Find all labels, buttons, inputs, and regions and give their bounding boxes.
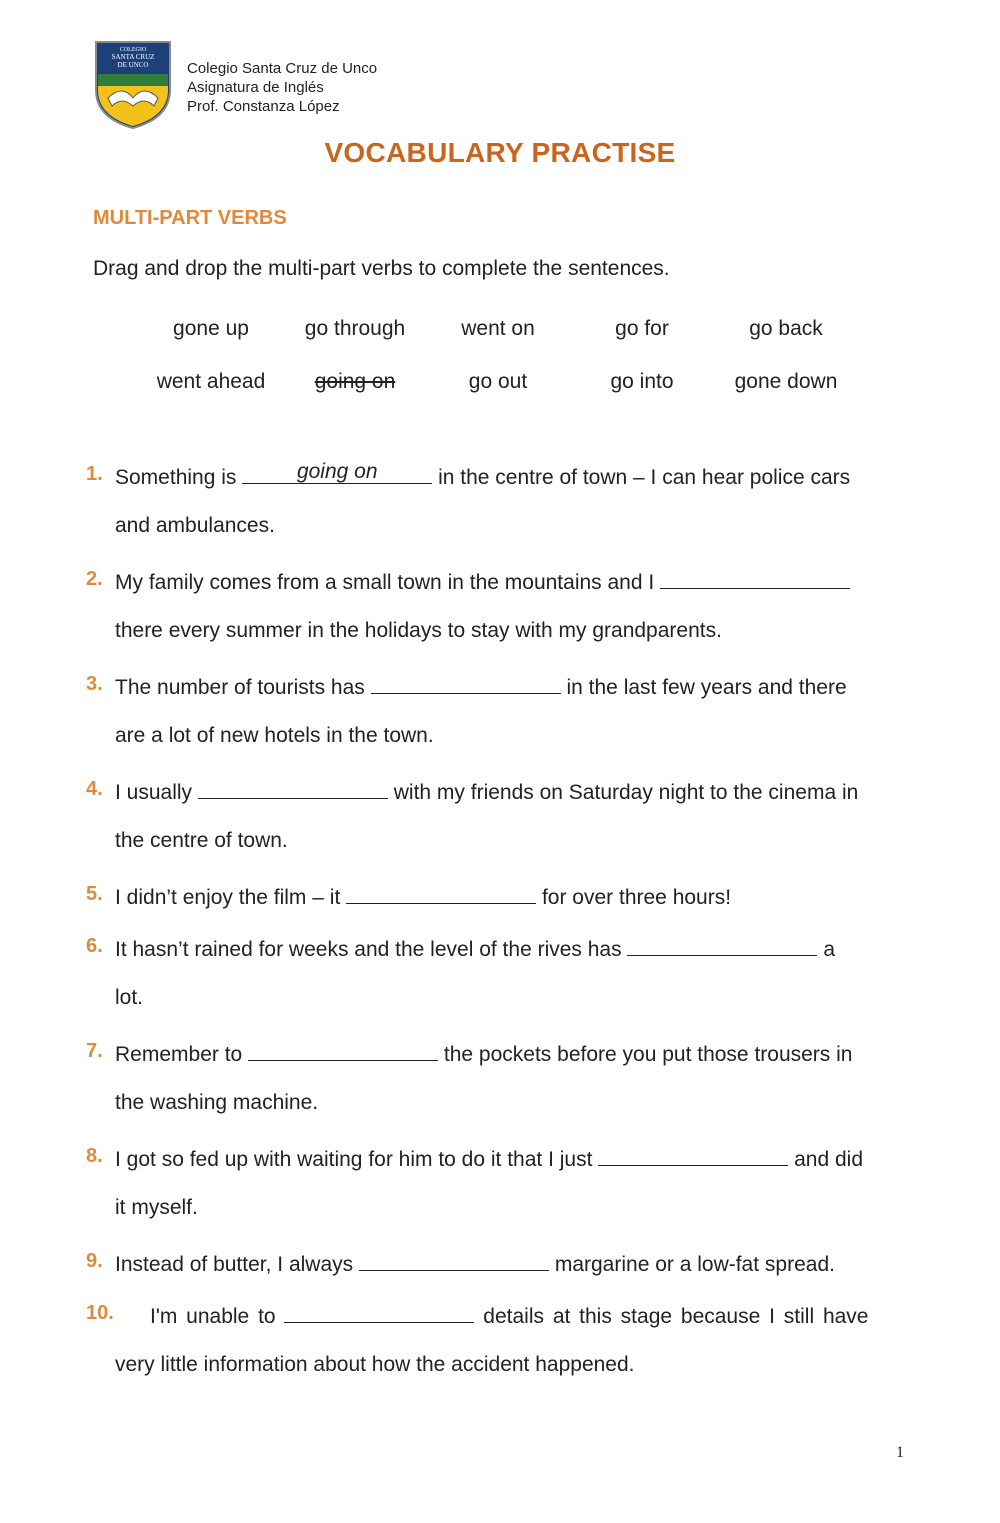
answer-drop-zone[interactable] [198, 777, 388, 799]
draggable-word[interactable]: go out [468, 370, 528, 393]
svg-text:COLEGIO: COLEGIO [119, 47, 147, 53]
question-line [115, 1039, 852, 1067]
answer-drop-zone[interactable] [359, 1249, 549, 1271]
draggable-word[interactable]: go for [615, 317, 669, 340]
svg-text:DE UNCO: DE UNCO [117, 61, 149, 69]
question-text-after: the pockets before you put those trousers in [443, 1043, 853, 1066]
question-line [115, 462, 850, 490]
worksheet-title: VOCABULARY PRACTISE [324, 137, 676, 168]
question-text-after: details at this stage because I still have [483, 1305, 869, 1328]
draggable-word[interactable]: go back [749, 317, 823, 340]
question-number: 3. [86, 673, 103, 695]
question-text-before: I usually [115, 781, 193, 804]
question-text-after: in the last few years and there [566, 676, 847, 699]
draggable-word[interactable]: go through [304, 317, 406, 340]
question-text-after: in the centre of town – I can hear police cars [438, 466, 851, 489]
question-line [115, 1249, 835, 1277]
page-number: 1 [896, 1444, 904, 1461]
question-line [115, 934, 835, 962]
question-line [150, 1301, 869, 1329]
question-number: 1. [86, 463, 103, 485]
answer-drop-zone[interactable] [371, 672, 561, 694]
question-continuation: lot. [115, 986, 144, 1009]
answer-drop-zone[interactable] [248, 1039, 438, 1061]
instruction-text: Drag and drop the multi-part verbs to complete the sentences. [93, 257, 670, 280]
school-crest-logo [94, 40, 172, 130]
school-info [187, 59, 377, 116]
draggable-word[interactable]: go into [610, 370, 674, 393]
question-line [115, 1144, 863, 1172]
question-continuation: there every summer in the holidays to stay with my grandparents. [115, 619, 722, 642]
answer-drop-zone[interactable] [346, 882, 536, 904]
section-subtitle: MULTI-PART VERBS [93, 207, 287, 229]
question-continuation: the centre of town. [115, 829, 288, 852]
answer-text: going on [296, 460, 378, 483]
question-continuation: are a lot of new hotels in the town. [115, 724, 434, 747]
question-continuation: and ambulances. [115, 514, 275, 537]
question-number: 7. [86, 1040, 103, 1062]
question-text-before: I didn’t enjoy the film – it [115, 886, 341, 909]
draggable-word[interactable]: went ahead [156, 370, 266, 393]
question-number: 5. [86, 883, 103, 905]
draggable-word-used: going on [314, 370, 396, 393]
answer-drop-zone[interactable] [660, 567, 850, 589]
question-continuation: the washing machine. [115, 1091, 319, 1114]
answer-drop-zone[interactable] [284, 1301, 474, 1323]
question-text-after: margarine or a low-fat spread. [554, 1253, 835, 1276]
question-line [115, 567, 850, 595]
subject-name: Asignatura de Inglés [187, 79, 324, 96]
question-number: 9. [86, 1250, 103, 1272]
answer-drop-zone[interactable] [627, 934, 817, 956]
question-continuation: it myself. [115, 1196, 198, 1219]
question-line [115, 672, 847, 700]
answer-drop-zone[interactable] [242, 462, 432, 484]
question-text-before: I got so fed up with waiting for him to do it that I just [115, 1148, 593, 1171]
draggable-word[interactable]: gone down [734, 370, 838, 393]
question-continuation: very little information about how the accident happened. [115, 1353, 635, 1376]
question-text-after: for over three hours! [541, 886, 732, 909]
question-number: 10. [86, 1302, 114, 1324]
question-text-before: It hasn’t rained for weeks and the level of the rives has [115, 938, 622, 961]
question-text-before: My family comes from a small town in the mountains and I [115, 571, 655, 594]
draggable-word[interactable]: gone up [173, 317, 249, 340]
teacher-name: Prof. Constanza López [187, 98, 340, 115]
svg-text:SANTA CRUZ: SANTA CRUZ [111, 53, 155, 61]
question-text-before: Remember to [115, 1043, 243, 1066]
question-text-after: a [823, 938, 835, 961]
question-number: 6. [86, 935, 103, 957]
question-text-before: I'm unable to [150, 1305, 276, 1328]
question-text-after: and did [794, 1148, 864, 1171]
school-name: Colegio Santa Cruz de Unco [187, 60, 378, 77]
question-number: 4. [86, 778, 103, 800]
question-text-before: Something is [115, 466, 237, 489]
question-text-before: Instead of butter, I always [115, 1253, 354, 1276]
question-number: 8. [86, 1145, 103, 1167]
draggable-word[interactable]: went on [461, 317, 535, 340]
question-number: 2. [86, 568, 103, 590]
question-line [115, 882, 731, 910]
question-line [115, 777, 858, 805]
question-text-before: The number of tourists has [115, 676, 365, 699]
question-text-after: with my friends on Saturday night to the cinema in [393, 781, 859, 804]
answer-drop-zone[interactable] [598, 1144, 788, 1166]
